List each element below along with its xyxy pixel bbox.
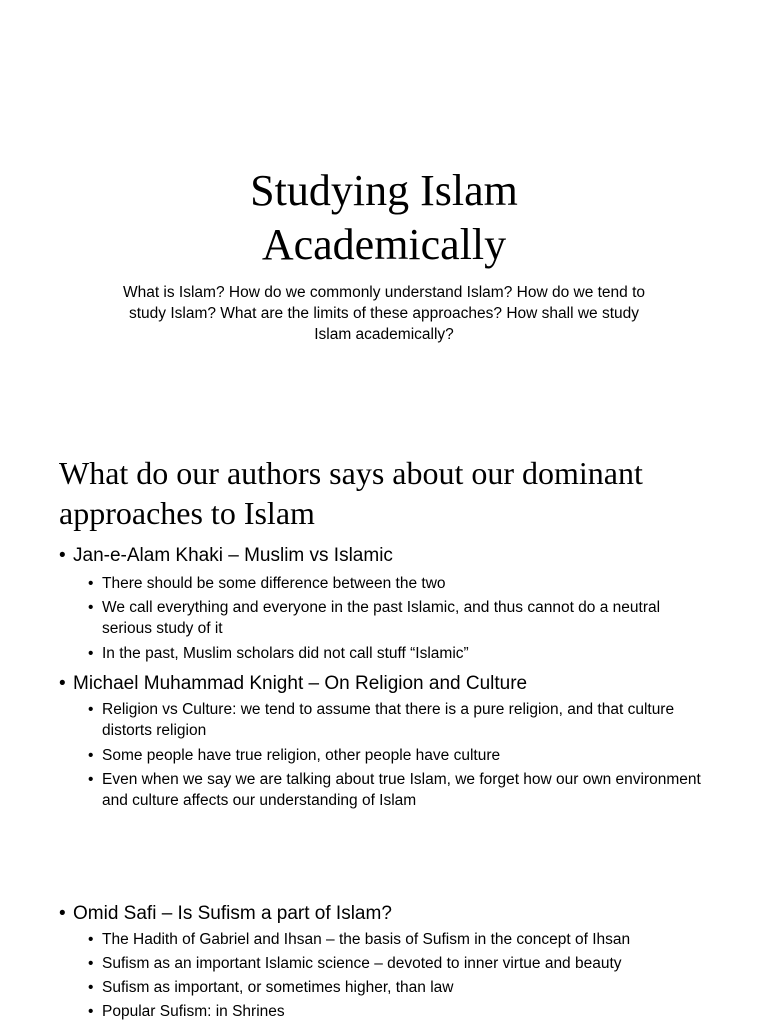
point-text: Sufism as an important Islamic science – devoted to inner virtue and beauty [102, 955, 622, 972]
bullet-glyph: • [88, 955, 94, 972]
point-text: Sufism as important, or sometimes higher, than law [102, 979, 454, 996]
bullet-glyph: • [88, 931, 94, 948]
bullet-glyph: • [88, 979, 94, 996]
point-text: Religion vs Culture: we tend to assume that there is a pure religion, and that culture distorts religion [102, 701, 675, 739]
point-text: In the past, Muslim scholars did not call stuff “Islamic” [102, 645, 469, 662]
bullet-glyph: • [59, 903, 66, 924]
bullet-glyph: • [88, 1003, 94, 1020]
bullet-glyph: • [88, 575, 94, 592]
point-text: Popular Sufism: in Shrines [102, 1003, 285, 1020]
point-text: There should be some difference between the two [102, 575, 446, 592]
bullet-glyph: • [88, 599, 94, 616]
bullet-glyph: • [88, 701, 94, 718]
point-text: Even when we say we are talking about true Islam, we forget how our own environment and culture affects our understanding of Islam [102, 771, 701, 809]
slide-title-line1: Studying Islam [250, 166, 518, 215]
point-text: Some people have true religion, other people have culture [102, 747, 501, 764]
slide-title [0, 164, 768, 272]
bullet-glyph: • [88, 771, 94, 788]
bullet-glyph: • [59, 673, 66, 694]
point-text: The Hadith of Gabriel and Ihsan – the basis of Sufism in the concept of Ihsan [102, 931, 631, 948]
author-label: Jan-e-Alam Khaki – Muslim vs Islamic [73, 545, 393, 566]
bullet-glyph: • [88, 747, 94, 764]
author-label: Omid Safi – Is Sufism a part of Islam? [73, 903, 392, 924]
slide-title-line2: Academically [261, 220, 507, 269]
section-heading: What do our authors says about our dominant approaches to Islam [59, 455, 643, 531]
bullet-glyph: • [59, 545, 66, 566]
author-label: Michael Muhammad Knight – On Religion and Culture [73, 673, 528, 694]
point-text: We call everything and everyone in the past Islamic, and thus cannot do a neutral serious study of it [102, 599, 661, 637]
bullet-glyph: • [88, 645, 94, 662]
slide-subtitle: What is Islam? How do we commonly understand Islam? How do we tend to study Islam? What are the limits of these approaches? How shall we study Islam academically? [122, 284, 646, 343]
